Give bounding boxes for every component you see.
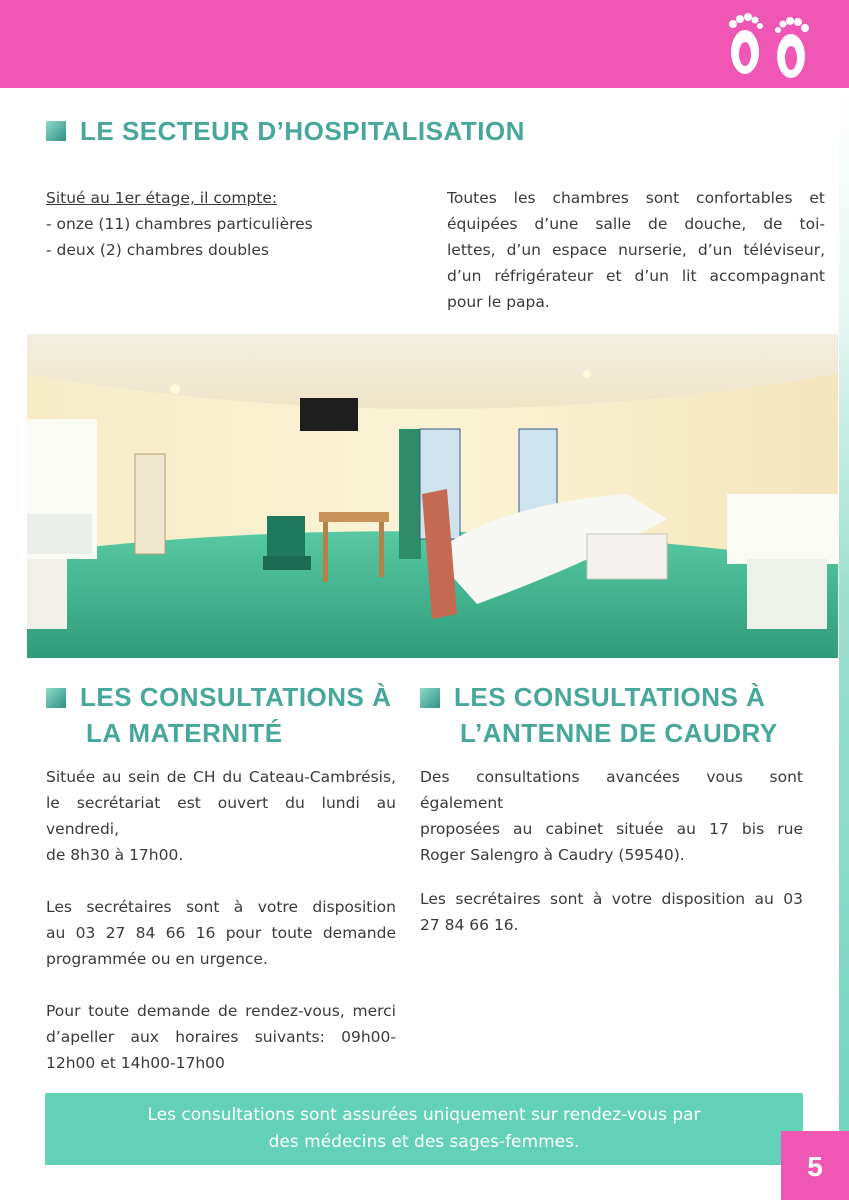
header-bar <box>0 0 849 88</box>
section-marker-icon <box>46 688 66 708</box>
section-title-maternite: LES CONSULTATIONS À LA MATERNITÉ <box>80 682 392 748</box>
banner-line: Les consultations sont assurées uniquement sur rendez-vous par <box>147 1105 701 1125</box>
rooms-intro: Situé au 1er étage, il compte: <box>46 189 278 207</box>
description-line: équipées d’une salle de douche, de toi- <box>447 215 825 233</box>
hospital-room-photo <box>27 334 838 658</box>
maternite-line: programmée ou en urgence. <box>46 950 268 968</box>
maternite-line: 12h00 et 14h00-17h00 <box>46 1054 225 1072</box>
section-marker-icon <box>46 121 66 141</box>
caudry-line: 27 84 66 16. <box>420 916 519 934</box>
maternite-info <box>46 764 396 1076</box>
hospitalisation-room-count <box>46 185 376 263</box>
maternite-line: le secrétariat est ouvert du lundi au vendredi, <box>46 794 396 838</box>
description-line: Toutes les chambres sont confortables et <box>447 189 825 207</box>
maternite-line: de 8h30 à 17h00. <box>46 846 184 864</box>
hospitalisation-description <box>447 185 825 315</box>
maternite-line: d’apeller aux horaires suivants: 09h00- <box>46 1028 396 1046</box>
page-number: 5 <box>781 1131 849 1200</box>
rooms-item-single: - onze (11) chambres particulières <box>46 215 313 233</box>
description-line: d’un réfrigérateur et d’un lit accompagnant <box>447 267 825 285</box>
section-title-hospitalisation: LE SECTEUR D’HOSPITALISATION <box>80 116 525 146</box>
caudry-line: proposées au cabinet située au 17 bis rue <box>420 820 803 838</box>
section-marker-icon <box>420 688 440 708</box>
baby-feet-icon <box>723 10 815 80</box>
description-line: pour le papa. <box>447 293 550 311</box>
maternite-line: au 03 27 84 66 16 pour toute demande <box>46 924 396 942</box>
maternite-line: Située au sein de CH du Cateau-Cambrésis, <box>46 768 396 786</box>
maternite-line: Pour toute demande de rendez-vous, merci <box>46 1002 396 1020</box>
caudry-line: Roger Salengro à Caudry (59540). <box>420 846 685 864</box>
caudry-info <box>420 764 803 938</box>
maternite-line: Les secrétaires sont à votre disposition <box>46 898 396 916</box>
caudry-line: Les secrétaires sont à votre disposition au 03 <box>420 890 803 908</box>
caudry-line: Des consultations avancées vous sont également <box>420 768 803 812</box>
section-title-caudry: LES CONSULTATIONS À L’ANTENNE DE CAUDRY <box>454 682 778 748</box>
appointment-banner <box>45 1093 803 1165</box>
rooms-item-double: - deux (2) chambres doubles <box>46 241 269 259</box>
decorative-side-stripe <box>839 88 849 1200</box>
description-line: lettes, d’un espace nurserie, d’un téléviseur, <box>447 241 825 259</box>
banner-line: des médecins et des sages-femmes. <box>268 1132 580 1152</box>
